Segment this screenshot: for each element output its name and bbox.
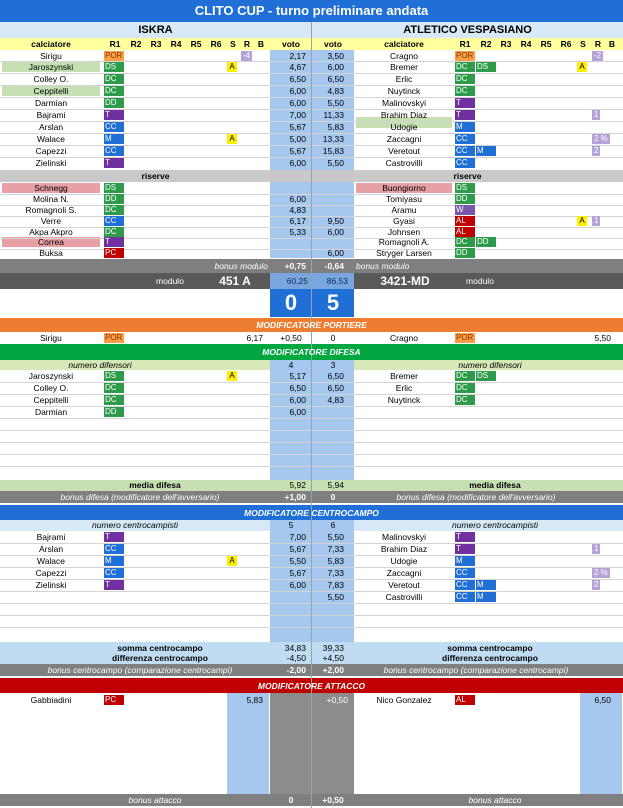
home-defender: Darmian — [34, 407, 68, 417]
away-midfielder-score: 7,33 — [327, 544, 344, 554]
role-tag: DS — [476, 62, 496, 72]
home-midfielder-score: 6,00 — [289, 580, 306, 590]
home-bench-score: 4,83 — [289, 205, 306, 215]
yellow-card-icon: A — [577, 216, 587, 226]
header-s-away: S — [580, 39, 586, 49]
home-midfielder-score: 5,67 — [289, 544, 306, 554]
away-midfield-bonus: +2,00 — [322, 665, 344, 675]
diff-midfield-label-home: differenza centrocampo — [112, 653, 208, 663]
away-midfielder-score: 7,33 — [327, 568, 344, 578]
header-r1-away: R1 — [459, 39, 471, 49]
away-defender-score: 6,50 — [327, 383, 344, 393]
role-tag: M — [104, 134, 124, 144]
role-tag: CC — [104, 146, 124, 156]
header-player: calciatore — [31, 39, 71, 49]
away-bench-score: 6,00 — [327, 248, 344, 258]
role-tag: DC — [455, 62, 475, 72]
home-score: 6,50 — [289, 74, 306, 84]
away-bonus-modulo: -0,64 — [324, 261, 344, 271]
role-tag: DS — [104, 371, 124, 381]
home-player: Walace — [36, 134, 66, 144]
header-r3-away: R3 — [500, 39, 512, 49]
role-tag: DC — [455, 383, 475, 393]
role-tag: AL — [455, 695, 475, 705]
away-score: 15,83 — [322, 146, 344, 156]
away-score: 11,33 — [323, 110, 344, 120]
away-player: Bremer — [390, 62, 418, 72]
bonus-attack-label-home: bonus attacco — [128, 795, 182, 805]
away-midfielder-score: 5,50 — [327, 532, 344, 542]
role-tag: M — [455, 556, 475, 566]
role-tag: T — [455, 110, 475, 120]
away-attack-bonus: +0,50 — [322, 795, 344, 805]
role-tag: AL — [455, 227, 475, 237]
rating-modifier: 1 — [594, 544, 599, 553]
role-tag: DS — [104, 62, 124, 72]
away-score: 5,50 — [327, 158, 344, 168]
away-player: Erlic — [395, 74, 413, 84]
home-defender-score: 5,17 — [289, 371, 306, 381]
away-team-name: ATLETICO VESPASIANO — [403, 24, 532, 36]
away-defender-score: 6,50 — [327, 371, 344, 381]
away-bench-score: 6,00 — [327, 227, 344, 237]
role-tag: CC — [104, 544, 124, 554]
header-r: R — [243, 39, 251, 49]
role-tag: DD — [104, 407, 124, 417]
home-midfielder-score: 5,67 — [289, 568, 306, 578]
role-tag: M — [455, 122, 475, 132]
home-score: 5,67 — [289, 122, 306, 132]
away-bench-player: Stryger Larsen — [376, 248, 432, 258]
home-attack-bonus: 0 — [288, 795, 294, 805]
rating-modifier: -4 — [243, 51, 251, 60]
role-tag: DC — [455, 86, 475, 96]
home-player: Bajrami — [36, 110, 66, 120]
home-team-name: ISKRA — [138, 24, 173, 36]
role-tag: DS — [104, 183, 124, 193]
home-player: Ceppitelli — [33, 86, 69, 96]
away-midfielder: Brahim Diaz — [380, 544, 428, 554]
home-player: Darmian — [34, 98, 68, 108]
header-r4: R4 — [170, 39, 182, 49]
role-tag: M — [476, 592, 496, 602]
rating-modifier: 1 — [594, 216, 599, 225]
role-tag: POR — [105, 333, 123, 342]
role-tag: CC — [455, 580, 475, 590]
home-player: Colley O. — [33, 74, 69, 84]
away-defender: Erlic — [395, 383, 413, 393]
rating-modifier: -2 — [594, 51, 602, 60]
away-gk-score: 5,50 — [594, 333, 611, 343]
home-score: 5,00 — [289, 134, 306, 144]
away-midfield-sum: 39,33 — [322, 643, 344, 653]
home-gk-score: 6,17 — [246, 333, 263, 343]
media-difesa-label-away: media difesa — [469, 480, 521, 490]
away-midfielder-score: 5,50 — [327, 592, 344, 602]
midfielders-count-label-home: numero centrocampisti — [92, 520, 178, 530]
header-score-away: voto — [324, 39, 342, 49]
role-tag: CC — [104, 122, 124, 132]
away-defender: Nuytinck — [387, 395, 421, 405]
role-tag: DC — [455, 74, 475, 84]
away-score: 3,50 — [327, 51, 344, 61]
home-player: Arslan — [38, 122, 64, 132]
header-r2: R2 — [130, 39, 142, 49]
defenders-count-label-away: numero difensori — [458, 360, 522, 370]
yellow-card-icon: A — [227, 134, 237, 144]
role-tag: M — [104, 556, 124, 566]
midfielders-count-label-away: numero centrocampisti — [452, 520, 538, 530]
role-tag: POR — [105, 51, 123, 60]
header-s: S — [230, 39, 236, 49]
away-formation: 3421-MD — [380, 275, 430, 288]
away-player: Veretout — [388, 146, 420, 156]
page-title: CLITO CUP - turno preliminare andata — [194, 3, 429, 18]
bench-label-away: riserve — [453, 171, 482, 181]
away-player: Nuytinck — [387, 86, 421, 96]
home-midfielder: Bajrami — [36, 532, 66, 542]
home-midfielder: Walace — [36, 556, 66, 566]
home-player: Zielinski — [35, 158, 67, 168]
home-goals: 0 — [284, 290, 298, 315]
role-tag: T — [455, 98, 475, 108]
modulo-label-home: modulo — [156, 276, 184, 286]
role-tag: DC — [104, 74, 124, 84]
bonus-defense-label-away: bonus difesa (modificatore dell'avversario) — [396, 492, 556, 502]
home-gk-player: Sirigu — [40, 333, 62, 343]
home-score: 6,00 — [289, 86, 306, 96]
role-tag: DC — [104, 383, 124, 393]
home-defense-bonus: +1,00 — [284, 492, 306, 502]
home-gk-bonus: +0,50 — [280, 333, 302, 343]
home-defender: Colley O. — [33, 383, 69, 393]
role-tag: T — [104, 158, 124, 168]
away-player: Cragno — [390, 51, 418, 61]
sum-midfield-label-home: somma centrocampo — [117, 643, 203, 653]
header-r5: R5 — [190, 39, 202, 49]
home-bench-player: Romagnoli S. — [25, 205, 77, 215]
away-media-difesa: 5,94 — [327, 480, 344, 490]
role-tag: M — [476, 146, 496, 156]
away-score: 5,50 — [327, 98, 344, 108]
media-difesa-label-home: media difesa — [129, 480, 181, 490]
away-gk-bonus: 0 — [330, 333, 336, 343]
home-bench-player: Akpa Akpro — [29, 227, 73, 237]
bonus-defense-label-home: bonus difesa (modificatore dell'avversario) — [60, 492, 220, 502]
home-attacker-score: 5,83 — [246, 695, 263, 705]
home-bench-score: 6,17 — [289, 216, 306, 226]
bench-label-home: riserve — [141, 171, 170, 181]
role-tag: DC — [104, 86, 124, 96]
bonus-attack-label-away: bonus attacco — [468, 795, 522, 805]
sum-midfield-label-away: somma centrocampo — [447, 643, 533, 653]
home-midfielder: Zielinski — [35, 580, 67, 590]
attack-section-title: MODIFICATORE ATTACCO — [257, 681, 366, 691]
away-midfielder: Veretout — [388, 580, 420, 590]
home-player: Jaroszynski — [28, 62, 74, 72]
header-player-away: calciatore — [384, 39, 424, 49]
header-r-away: R — [594, 39, 602, 49]
home-bench-player: Schnegg — [34, 183, 68, 193]
away-gk-player: Cragno — [390, 333, 418, 343]
role-tag: CC — [455, 146, 475, 156]
rating-modifier: 2 % — [594, 568, 608, 577]
rating-modifier: 2 — [594, 580, 599, 589]
home-defender: Jaroszynski — [28, 371, 74, 381]
role-tag: DC — [104, 205, 124, 215]
away-score: 6,00 — [327, 62, 344, 72]
role-tag: T — [104, 110, 124, 120]
bonus-modulo-label-away: bonus modulo — [356, 261, 410, 271]
header-r2-away: R2 — [480, 39, 492, 49]
away-defense-bonus: 0 — [330, 492, 336, 502]
home-score: 2,17 — [289, 51, 306, 61]
bonus-modulo-label-home: bonus modulo — [214, 261, 268, 271]
yellow-card-icon: A — [227, 62, 237, 72]
role-tag: T — [455, 544, 475, 554]
away-player: Malinovskyi — [382, 98, 426, 108]
away-midfielder: Udogie — [390, 556, 418, 566]
away-bench-score: 9,50 — [327, 216, 344, 226]
home-score: 7,00 — [289, 110, 306, 120]
away-midfielder-score: 7,83 — [327, 580, 344, 590]
away-bench-player: Johnsen — [387, 227, 421, 237]
away-score: 6,50 — [327, 74, 344, 84]
away-player: Udogie — [390, 122, 418, 132]
away-bench-player: Gyasi — [393, 216, 415, 226]
role-tag: DC — [455, 395, 475, 405]
home-score: 6,00 — [289, 158, 306, 168]
role-tag: DD — [104, 98, 124, 108]
role-tag: M — [476, 580, 496, 590]
header-r5-away: R5 — [540, 39, 552, 49]
away-bench-player: Romagnoli A. — [378, 237, 430, 247]
role-tag: T — [104, 580, 124, 590]
role-tag: POR — [456, 333, 474, 342]
away-midfielder-score: 5,83 — [327, 556, 344, 566]
role-tag: CC — [455, 158, 475, 168]
away-defenders-count: 3 — [330, 360, 336, 370]
away-attacker: Nico Gonzalez — [376, 695, 432, 705]
header-b-away: B — [608, 39, 616, 49]
home-formation: 451 A — [219, 275, 251, 288]
home-defender-score: 6,50 — [289, 383, 306, 393]
home-attacker: Gabbiadini — [30, 695, 72, 705]
home-bench-player: Verre — [40, 216, 62, 226]
yellow-card-icon: A — [577, 62, 587, 72]
home-total: 60,25 — [286, 276, 308, 286]
yellow-card-icon: A — [227, 371, 237, 381]
header-b: B — [257, 39, 265, 49]
header-r6: R6 — [210, 39, 222, 49]
bonus-midfield-label-away: bonus centrocampo (comparazione centrocampi) — [383, 665, 569, 675]
away-midfielder: Malinovskyi — [382, 532, 426, 542]
home-defenders-count: 4 — [288, 360, 294, 370]
away-score: 5,83 — [327, 122, 344, 132]
defense-section-title: MODIFICATORE DIFESA — [262, 347, 361, 357]
home-score: 5,67 — [289, 146, 306, 156]
away-player: Castrovilli — [385, 158, 423, 168]
home-midfielder: Capezzi — [35, 568, 67, 578]
role-tag: T — [104, 532, 124, 542]
home-bonus-modulo: +0,75 — [284, 261, 306, 271]
role-tag: CC — [104, 216, 124, 226]
home-midfield-diff: -4,50 — [286, 653, 306, 663]
away-player: Brahim Diaz — [380, 110, 428, 120]
role-tag: DD — [476, 237, 496, 247]
home-bench-player: Correa — [38, 237, 64, 247]
role-tag: POR — [456, 51, 474, 60]
away-attacker-score: 6,50 — [594, 695, 611, 705]
home-bench-player: Molina N. — [33, 194, 69, 204]
home-midfielder: Arslan — [38, 544, 64, 554]
role-tag: DC — [104, 395, 124, 405]
role-tag: CC — [104, 568, 124, 578]
bonus-midfield-label-home: bonus centrocampo (comparazione centrocampi) — [47, 665, 233, 675]
home-bench-player: Buksa — [39, 248, 63, 258]
rating-modifier: 2 — [594, 146, 599, 155]
away-midfielder: Castrovilli — [385, 592, 423, 602]
rating-modifier: 2 % — [594, 134, 608, 143]
role-tag: DS — [476, 371, 496, 381]
away-bench-player: Aramu — [391, 205, 417, 215]
role-tag: DD — [104, 194, 124, 204]
home-player: Capezzi — [35, 146, 67, 156]
home-score: 4,67 — [289, 62, 306, 72]
modulo-label-away: modulo — [466, 276, 494, 286]
home-midfielder-score: 5,50 — [289, 556, 306, 566]
away-total: 86,53 — [326, 276, 348, 286]
away-score: 4,83 — [327, 86, 344, 96]
away-score: 13,33 — [322, 134, 344, 144]
role-tag: AL — [455, 216, 475, 226]
role-tag: PC — [104, 248, 124, 258]
yellow-card-icon: A — [227, 556, 237, 566]
home-player: Sirigu — [40, 51, 62, 61]
away-midfielders-count: 6 — [330, 520, 336, 530]
away-midfield-diff: +4,50 — [322, 653, 344, 663]
home-defender-score: 6,00 — [289, 407, 306, 417]
role-tag: CC — [455, 592, 475, 602]
header-r1: R1 — [109, 39, 121, 49]
role-tag: W — [455, 205, 475, 215]
away-bench-player: Buongiorno — [382, 183, 426, 193]
gk-section-title: MODIFICATORE PORTIERE — [256, 320, 367, 330]
header-r4-away: R4 — [520, 39, 532, 49]
role-tag: DC — [455, 371, 475, 381]
role-tag: CC — [455, 568, 475, 578]
role-tag: T — [455, 532, 475, 542]
away-bench-player: Tomiyasu — [386, 194, 422, 204]
away-midfielder: Zaccagni — [386, 568, 422, 578]
away-goals: 5 — [326, 290, 340, 315]
home-midfield-sum: 34,83 — [284, 643, 306, 653]
home-score: 6,00 — [289, 98, 306, 108]
away-defender: Bremer — [390, 371, 418, 381]
diff-midfield-label-away: differenza centrocampo — [442, 653, 538, 663]
home-bench-score: 5,33 — [289, 227, 306, 237]
home-defender-score: 6,00 — [289, 395, 306, 405]
home-defender: Ceppitelli — [33, 395, 69, 405]
role-tag: T — [104, 237, 124, 247]
header-score: voto — [282, 39, 300, 49]
away-player: Zaccagni — [386, 134, 422, 144]
header-r6-away: R6 — [560, 39, 572, 49]
away-attack-bonus-value: +0,50 — [326, 695, 348, 705]
defenders-count-label-home: numero difensori — [68, 360, 132, 370]
role-tag: DC — [104, 227, 124, 237]
home-midfielder-score: 7,00 — [289, 532, 306, 542]
home-midfielders-count: 5 — [288, 520, 294, 530]
header-r3: R3 — [150, 39, 162, 49]
role-tag: PC — [104, 695, 124, 705]
home-bench-score: 6,00 — [289, 194, 306, 204]
home-midfield-bonus: -2,00 — [286, 665, 306, 675]
role-tag: CC — [455, 134, 475, 144]
role-tag: DC — [455, 237, 475, 247]
away-defender-score: 4,83 — [327, 395, 344, 405]
role-tag: DD — [455, 248, 475, 258]
home-media-difesa: 5,92 — [289, 480, 306, 490]
role-tag: DS — [455, 183, 475, 193]
midfield-section-title: MODIFICATORE CENTROCAMPO — [244, 508, 379, 518]
role-tag: DD — [455, 194, 475, 204]
rating-modifier: 1 — [594, 110, 599, 119]
